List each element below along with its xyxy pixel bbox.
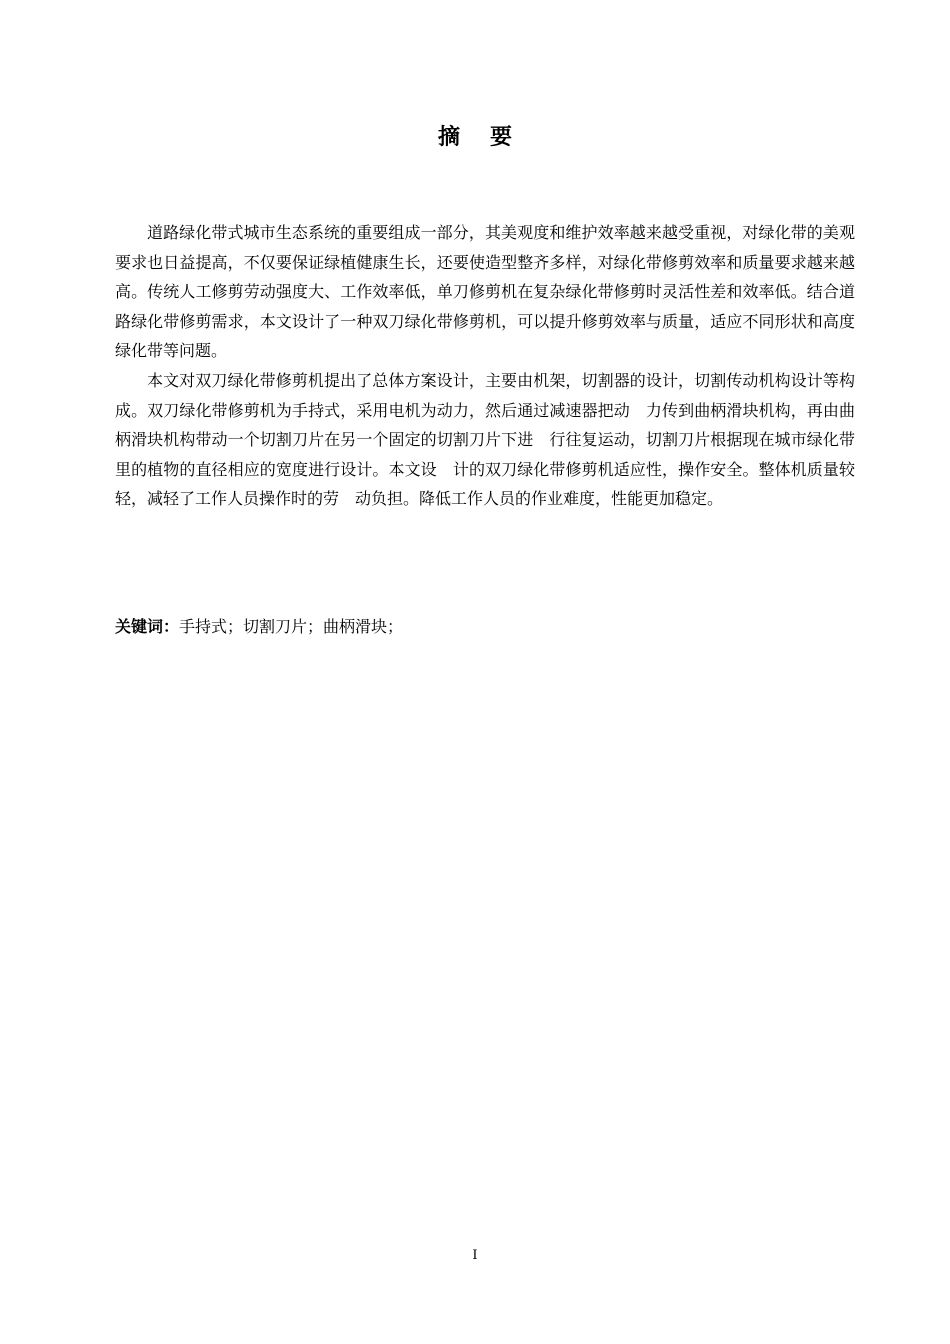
keywords-text: 手持式；切割刀片；曲柄滑块； (179, 617, 404, 636)
title-char-2: 要 (490, 125, 513, 150)
abstract-body (115, 218, 855, 514)
abstract-paragraph-2: 本文对双刀绿化带修剪机提出了总体方案设计，主要由机架，切割器的设计，切割传动机构设计等构成。双刀绿化带修剪机为手持式，采用电机为动力，然后通过减速器把动 力传到曲柄滑块机构，再由曲柄滑块机构带动一个切割刀片在另一个固定的切割刀片下进 行往复运动，切割刀片根据现在城市绿化带里的植物的直径相应的宽度进行设计。本文设 计的双刀绿化带修剪机适应性，操作安全。整体机质量较轻，减轻了工作人员操作时的劳 动负担。降低工作人员的作业难度，性能更加稳定。 (115, 370, 855, 509)
keywords-line (115, 612, 855, 641)
page-number: I (472, 1248, 478, 1263)
title-char-1: 摘 (437, 125, 460, 150)
keywords-label: 关键词： (115, 617, 180, 636)
abstract-paragraph-1: 道路绿化带式城市生态系统的重要组成一部分，其美观度和维护效率越来越受重视，对绿化带的美观要求也日益提高，不仅要保证绿植健康生长，还要使造型整齐多样，对绿化带修剪效率和质量要求越来越高。传统人工修剪劳动强度大、工作效率低，单刀修剪机在复杂绿化带修剪时灵活性差和效率低。结合道路绿化带修剪需求，本文设计了一种双刀绿化带修剪机，可以提升修剪效率与质量，适应不同形状和高度绿化带等问题。 (115, 223, 855, 361)
page-title (0, 122, 950, 154)
